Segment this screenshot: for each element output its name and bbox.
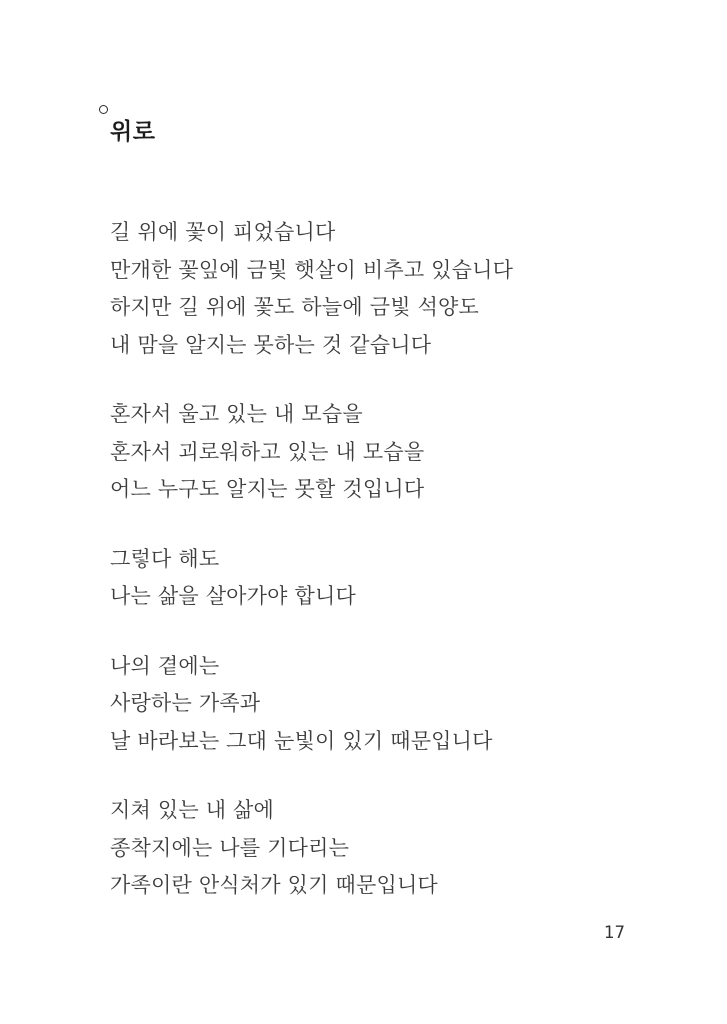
poem-line: 나는 삶을 살아가야 합니다 xyxy=(110,584,356,608)
stanza xyxy=(110,648,630,761)
poem-line: 가족이란 안식처가 있기 때문입니다 xyxy=(110,873,438,897)
poem-line: 그렇다 해도 xyxy=(110,546,220,571)
poem-line: 혼자서 울고 있는 내 모습을 xyxy=(110,402,363,426)
poem-line: 하지만 길 위에 꽃도 하늘에 금빛 석양도 xyxy=(110,295,480,319)
stanza xyxy=(110,396,630,509)
poem-body xyxy=(110,214,630,937)
poem-line: 내 맘을 알지는 못하는 것 같습니다 xyxy=(110,332,432,357)
page-number: 17 xyxy=(604,923,625,942)
poem-title-block xyxy=(98,105,155,147)
poem-line: 길 위에 꽃이 피었습니다 xyxy=(110,220,336,244)
poem-line: 날 바라보는 그대 눈빛이 있기 때문입니다 xyxy=(110,728,493,753)
stanza xyxy=(110,792,630,905)
poem-line: 어느 누구도 알지는 못할 것입니다 xyxy=(110,477,425,501)
poem-line: 종착지에는 나를 기다리는 xyxy=(110,835,350,860)
stanza xyxy=(110,541,630,616)
poem-line: 혼자서 괴로워하고 있는 내 모습을 xyxy=(110,439,425,464)
stanza xyxy=(110,214,630,364)
poem-title: 위로 xyxy=(110,119,156,145)
poem-line: 사랑하는 가족과 xyxy=(110,691,261,715)
poem-line: 지쳐 있는 내 삶에 xyxy=(110,798,275,822)
poem-line: 만개한 꽃잎에 금빛 햇살이 비추고 있습니다 xyxy=(110,257,514,282)
circle-bullet-icon xyxy=(99,105,108,114)
poem-line: 나의 곁에는 xyxy=(110,653,220,678)
